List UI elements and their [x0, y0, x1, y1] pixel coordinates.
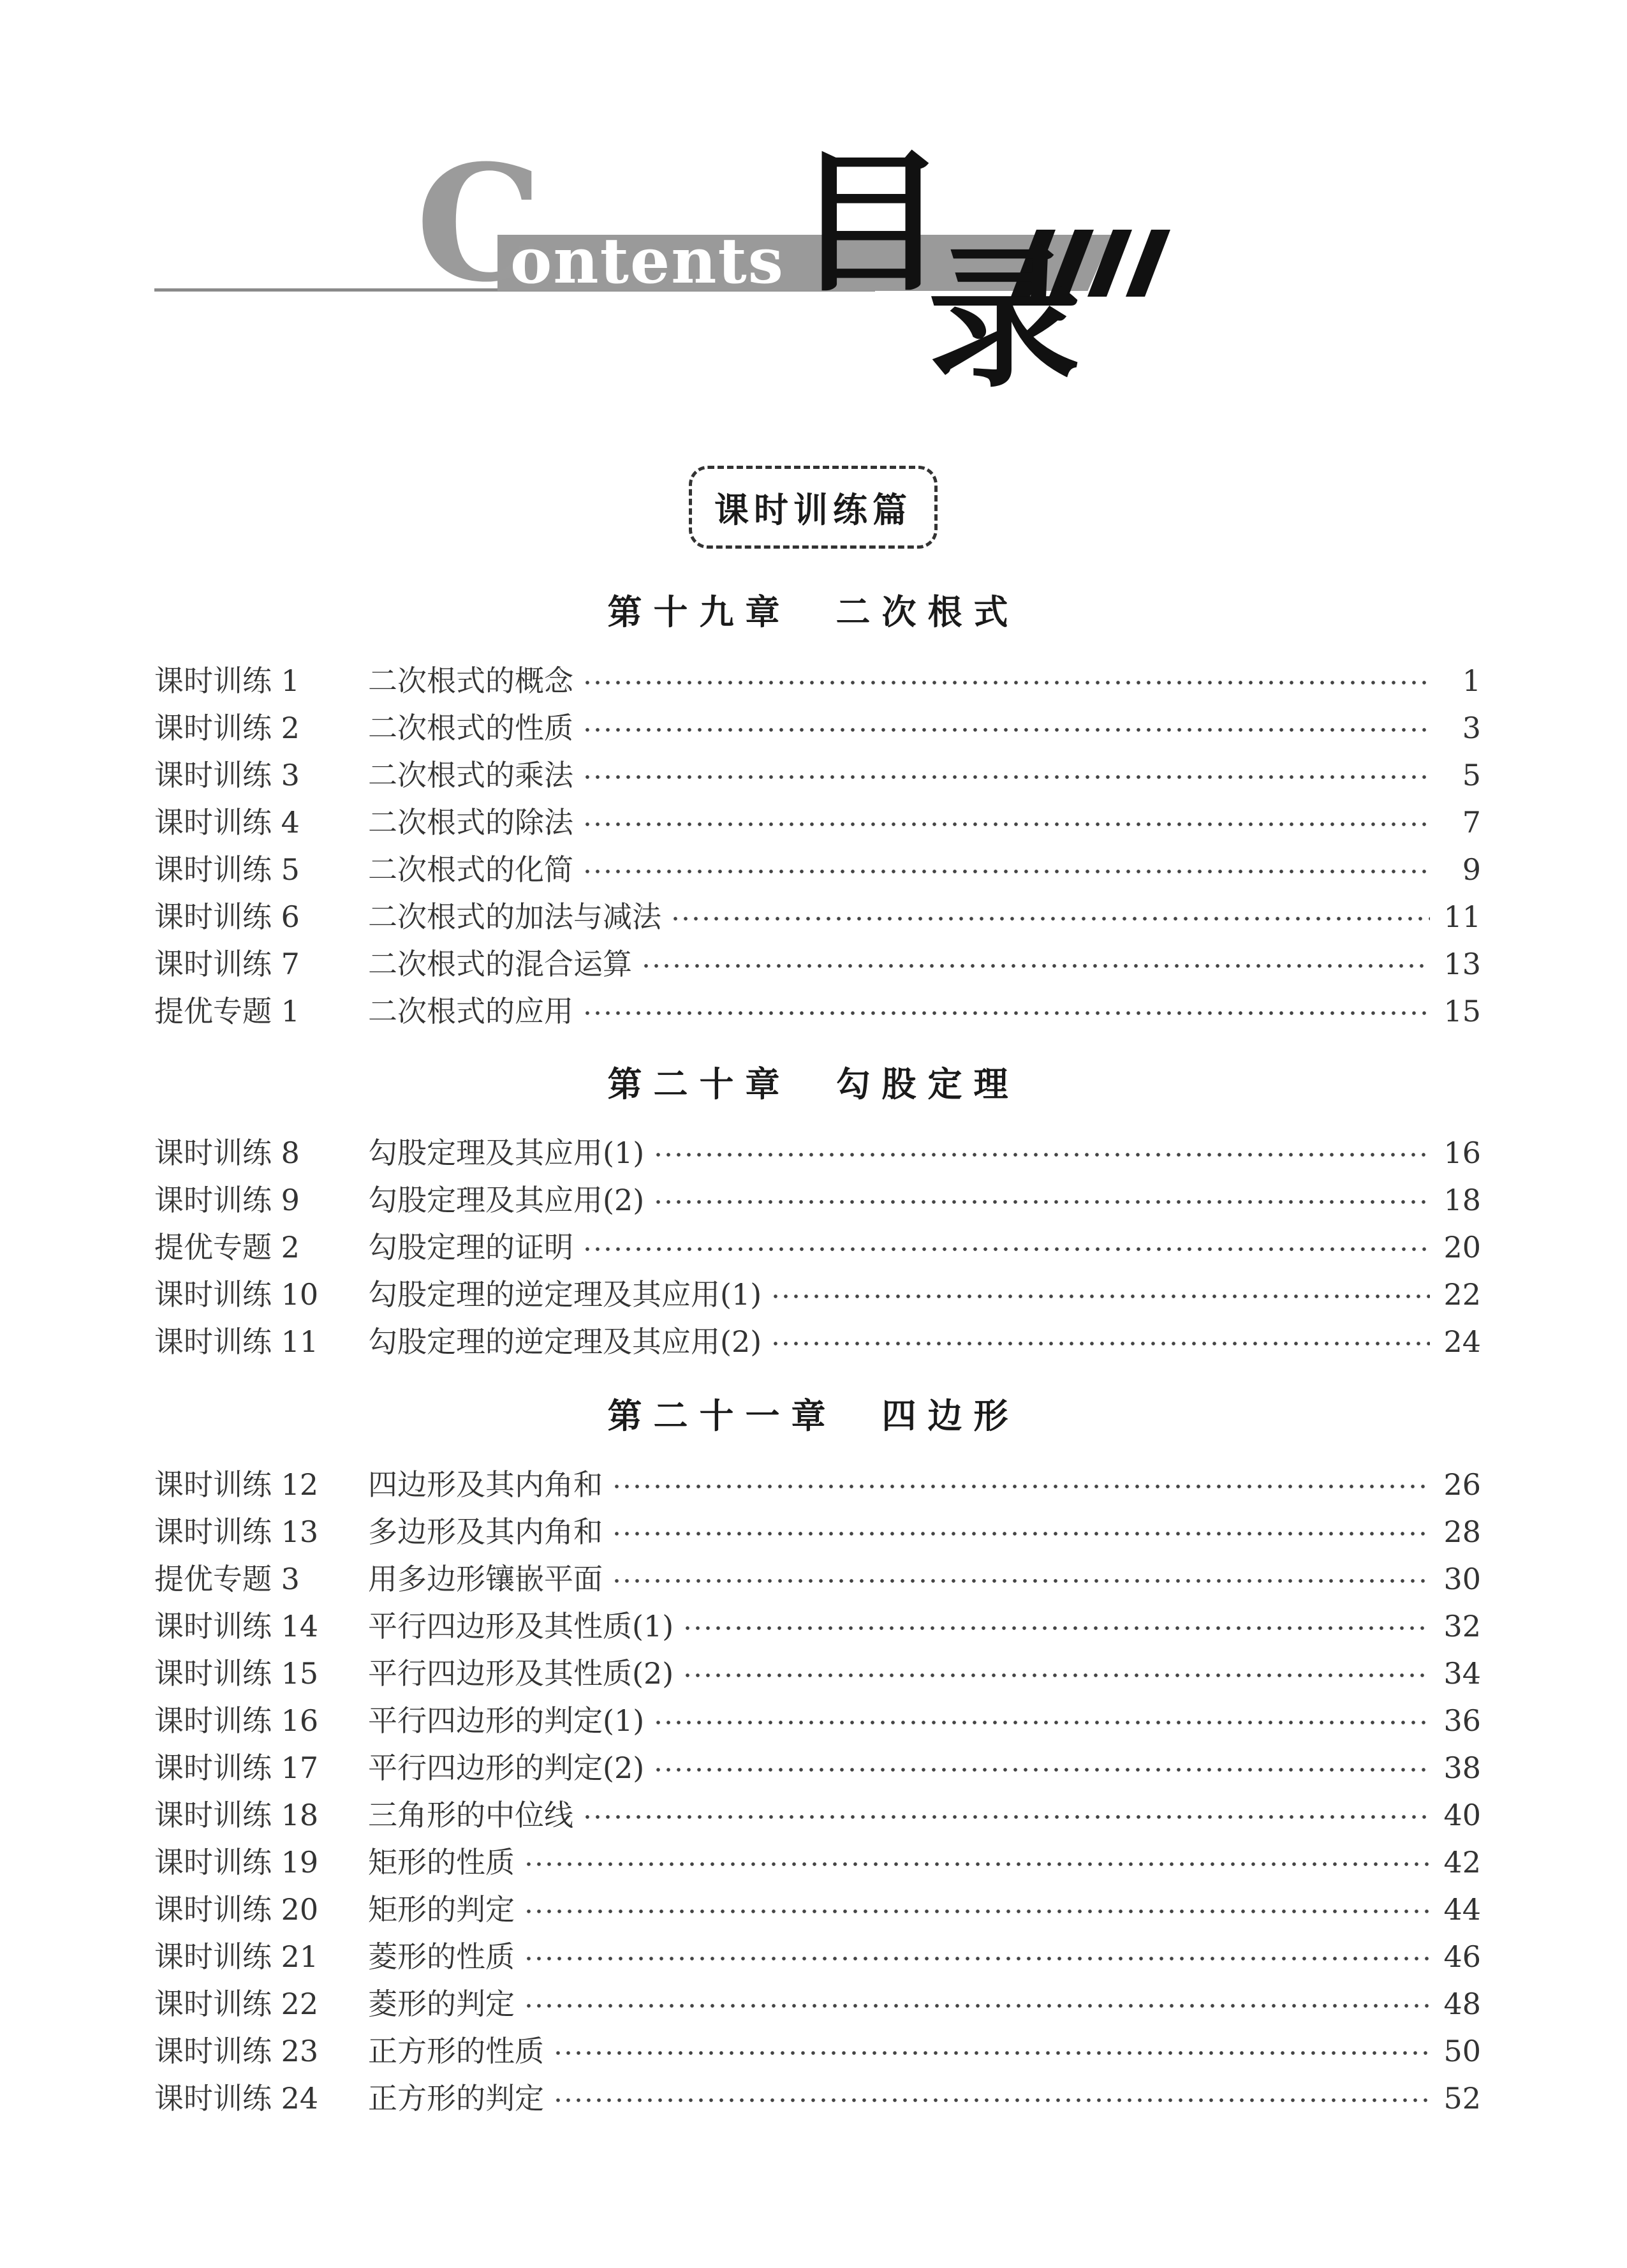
entry-page: 32 [1443, 1609, 1481, 1643]
entry-title: 矩形的性质 [368, 1845, 515, 1879]
toc-entry[interactable] [154, 2075, 1481, 2122]
dot-leader [582, 822, 1430, 827]
toc-entry[interactable] [154, 1791, 1481, 1839]
toc-entry[interactable] [154, 1508, 1481, 1555]
toc-entry[interactable] [154, 846, 1481, 893]
entry-page: 7 [1462, 805, 1481, 840]
chapter-number: 第十九章 [607, 592, 791, 632]
entry-page: 46 [1443, 1939, 1481, 1974]
toc-list-chapter-20 [154, 1129, 1481, 1365]
entry-code: 课时训练 3 [154, 758, 300, 792]
toc-entry[interactable] [154, 1839, 1481, 1886]
toc-entry[interactable] [154, 1933, 1481, 1980]
dot-leader [653, 1720, 1430, 1725]
dot-leader [582, 1011, 1430, 1016]
dot-leader [582, 680, 1430, 685]
entry-page: 13 [1443, 947, 1481, 981]
entry-title: 三角形的中位线 [368, 1798, 573, 1832]
toc-entry[interactable] [154, 752, 1481, 799]
entry-code: 课时训练 10 [154, 1277, 319, 1312]
entry-page: 50 [1443, 2034, 1481, 2068]
toc-entry[interactable] [154, 1461, 1481, 1508]
entry-title: 勾股定理的证明 [368, 1230, 573, 1264]
entry-page: 5 [1462, 758, 1481, 792]
entry-page: 52 [1443, 2081, 1481, 2116]
chapter-number: 第二十一章 [607, 1396, 837, 1436]
entry-title: 正方形的性质 [368, 2034, 544, 2068]
entry-title: 菱形的性质 [368, 1939, 515, 1974]
toc-entry[interactable] [154, 940, 1481, 988]
entry-title: 勾股定理的逆定理及其应用(1) [368, 1277, 762, 1312]
dot-leader [612, 1484, 1430, 1489]
entry-page: 1 [1462, 663, 1481, 698]
toc-entry[interactable] [154, 1176, 1481, 1224]
entry-page: 9 [1462, 852, 1481, 887]
toc-list-chapter-21 [154, 1461, 1481, 2122]
entry-title: 平行四边形的判定(1) [368, 1703, 645, 1738]
entry-code: 课时训练 1 [154, 663, 300, 698]
toc-entry[interactable] [154, 2027, 1481, 2075]
toc-entry[interactable] [154, 1318, 1481, 1365]
dot-leader [653, 1152, 1430, 1157]
toc-list-chapter-19 [154, 657, 1481, 1035]
entry-title: 勾股定理及其应用(2) [368, 1183, 645, 1217]
entry-code: 课时训练 23 [154, 2034, 319, 2068]
toc-entry[interactable] [154, 1980, 1481, 2027]
chapter-name: 勾股定理 [836, 1064, 1020, 1104]
entry-title: 二次根式的混合运算 [368, 947, 632, 981]
dot-leader [553, 2098, 1430, 2103]
dot-leader [524, 1862, 1430, 1867]
entry-page: 11 [1443, 900, 1481, 934]
dot-leader [524, 2003, 1430, 2008]
toc-entry[interactable] [154, 1886, 1481, 1933]
dot-leader [653, 1767, 1430, 1772]
entry-page: 36 [1443, 1703, 1481, 1738]
title-char-mu: 目 [793, 134, 947, 313]
entry-code: 课时训练 14 [154, 1609, 319, 1643]
chapter-heading [0, 587, 1627, 638]
dot-leader [582, 727, 1430, 732]
entry-page: 28 [1443, 1515, 1481, 1549]
chapter-number: 第二十章 [607, 1064, 791, 1104]
entry-code: 课时训练 11 [154, 1324, 319, 1359]
entry-page: 44 [1443, 1892, 1481, 1927]
toc-entry[interactable] [154, 1650, 1481, 1697]
toc-entry[interactable] [154, 1603, 1481, 1650]
entry-code: 课时训练 22 [154, 1987, 319, 2021]
entry-title: 菱形的判定 [368, 1987, 515, 2021]
entry-title: 勾股定理及其应用(1) [368, 1136, 645, 1170]
entry-code: 课时训练 9 [154, 1183, 300, 1217]
dot-leader [682, 1626, 1430, 1631]
entry-code: 课时训练 17 [154, 1751, 319, 1785]
dot-leader [770, 1341, 1430, 1346]
entry-title: 二次根式的概念 [368, 663, 573, 698]
dot-leader [682, 1673, 1430, 1678]
chapter-heading [0, 1391, 1627, 1442]
toc-entry[interactable] [154, 988, 1481, 1035]
dot-leader [582, 1814, 1430, 1820]
entry-page: 42 [1443, 1845, 1481, 1879]
entry-page: 40 [1443, 1798, 1481, 1832]
entry-title: 二次根式的性质 [368, 711, 573, 745]
title-char-lu: 录 [927, 230, 1081, 408]
toc-entry[interactable] [154, 893, 1481, 940]
entry-code: 提优专题 3 [154, 1562, 300, 1596]
entry-title: 勾股定理的逆定理及其应用(2) [368, 1324, 762, 1359]
toc-entry[interactable] [154, 704, 1481, 752]
chapter-name: 二次根式 [836, 592, 1020, 632]
dot-leader [770, 1294, 1430, 1299]
toc-entry[interactable] [154, 1271, 1481, 1318]
dot-leader [553, 2050, 1430, 2056]
entry-page: 3 [1462, 711, 1481, 745]
entry-title: 多边形及其内角和 [368, 1515, 603, 1549]
entry-page: 16 [1443, 1136, 1481, 1170]
entry-page: 26 [1443, 1467, 1481, 1502]
entry-page: 18 [1443, 1183, 1481, 1217]
dot-leader [524, 1909, 1430, 1914]
toc-entry[interactable] [154, 1744, 1481, 1791]
dot-leader [582, 1247, 1430, 1252]
entry-code: 课时训练 15 [154, 1656, 319, 1691]
entry-page: 22 [1443, 1277, 1481, 1312]
entry-title: 二次根式的应用 [368, 994, 573, 1028]
entry-title: 平行四边形的判定(2) [368, 1751, 645, 1785]
entry-title: 用多边形镶嵌平面 [368, 1562, 603, 1596]
entry-code: 课时训练 21 [154, 1939, 319, 1974]
entry-code: 课时训练 7 [154, 947, 300, 981]
entry-page: 20 [1443, 1230, 1481, 1264]
entry-title: 矩形的判定 [368, 1892, 515, 1927]
toc-entry[interactable] [154, 799, 1481, 846]
part-title: 课时训练篇 [714, 489, 912, 530]
entry-page: 15 [1443, 994, 1481, 1028]
entry-code: 提优专题 2 [154, 1230, 300, 1264]
entry-title: 四边形及其内角和 [368, 1467, 603, 1502]
toc-entry[interactable] [154, 1697, 1481, 1744]
toc-entry[interactable] [154, 1129, 1481, 1176]
dot-leader [612, 1578, 1430, 1583]
chapter-name: 四边形 [881, 1396, 1020, 1436]
entry-page: 30 [1443, 1562, 1481, 1596]
part-badge [689, 466, 938, 549]
contents-word: ontents [510, 225, 784, 298]
entry-title: 平行四边形及其性质(2) [368, 1656, 674, 1691]
dot-leader [582, 869, 1430, 874]
entry-code: 课时训练 12 [154, 1467, 319, 1502]
entry-code: 课时训练 4 [154, 805, 300, 840]
entry-page: 34 [1443, 1656, 1481, 1691]
toc-entry[interactable] [154, 1224, 1481, 1271]
entry-code: 课时训练 13 [154, 1515, 319, 1549]
dot-leader [612, 1531, 1430, 1536]
entry-title: 二次根式的除法 [368, 805, 573, 840]
entry-code: 课时训练 19 [154, 1845, 319, 1879]
chapter-heading [0, 1059, 1627, 1110]
dot-leader [670, 916, 1430, 921]
dot-leader [653, 1199, 1430, 1204]
contents-initial: C [416, 130, 543, 317]
dot-leader [524, 1956, 1430, 1961]
entry-title: 二次根式的加法与减法 [368, 900, 661, 934]
entry-code: 课时训练 20 [154, 1892, 319, 1927]
dot-leader [582, 775, 1430, 780]
entry-title: 正方形的判定 [368, 2081, 544, 2116]
toc-entry[interactable] [154, 1555, 1481, 1603]
entry-page: 24 [1443, 1324, 1481, 1359]
entry-title: 二次根式的化简 [368, 852, 573, 887]
entry-code: 课时训练 24 [154, 2081, 319, 2116]
contents-banner [0, 0, 1627, 408]
dot-leader [641, 963, 1430, 968]
entry-code: 提优专题 1 [154, 994, 300, 1028]
toc-entry[interactable] [154, 657, 1481, 704]
entry-code: 课时训练 16 [154, 1703, 319, 1738]
entry-code: 课时训练 8 [154, 1136, 300, 1170]
entry-title: 平行四边形及其性质(1) [368, 1609, 674, 1643]
entry-code: 课时训练 18 [154, 1798, 319, 1832]
entry-code: 课时训练 6 [154, 900, 300, 934]
entry-page: 38 [1443, 1751, 1481, 1785]
entry-code: 课时训练 5 [154, 852, 300, 887]
entry-code: 课时训练 2 [154, 711, 300, 745]
entry-title: 二次根式的乘法 [368, 758, 573, 792]
entry-page: 48 [1443, 1987, 1481, 2021]
